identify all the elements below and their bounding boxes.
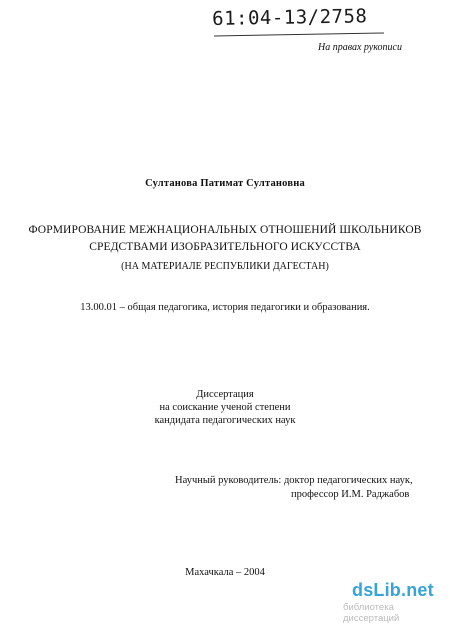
- city-year: Махачкала – 2004: [185, 567, 265, 578]
- dslib-logo[interactable]: dsLib.net: [352, 580, 434, 600]
- supervisor-line-1: Научный руководитель: доктор педагогических наук,: [175, 475, 413, 486]
- author-name: Султанова Патимат Султановна: [145, 178, 305, 189]
- thesis-title-line-1: ФОРМИРОВАНИЕ МЕЖНАЦИОНАЛЬНЫХ ОТНОШЕНИЙ ШКОЛЬНИКОВ: [28, 224, 422, 236]
- specialty-code: 13.00.01 – общая педагогика, история педагогики и образования.: [80, 302, 370, 313]
- degree-line: на соискание ученой степени: [159, 402, 291, 413]
- degree-field-line: кандидата педагогических наук: [154, 415, 296, 426]
- manuscript-rights-note: На правах рукописи: [318, 42, 402, 53]
- handwritten-archive-stamp: 61:04-13/2758: [212, 5, 368, 30]
- dslib-caption: библиотека диссертаций: [343, 602, 400, 624]
- supervisor-line-2: профессор И.М. Раджабов: [291, 489, 410, 500]
- thesis-subtitle: (НА МАТЕРИАЛЕ РЕСПУБЛИКИ ДАГЕСТАН): [121, 261, 329, 272]
- thesis-title-line-2: СРЕДСТВАМИ ИЗОБРАЗИТЕЛЬНОГО ИСКУССТВА: [89, 241, 361, 253]
- dissertation-label: Диссертация: [196, 389, 254, 400]
- stamp-underline: [214, 33, 384, 37]
